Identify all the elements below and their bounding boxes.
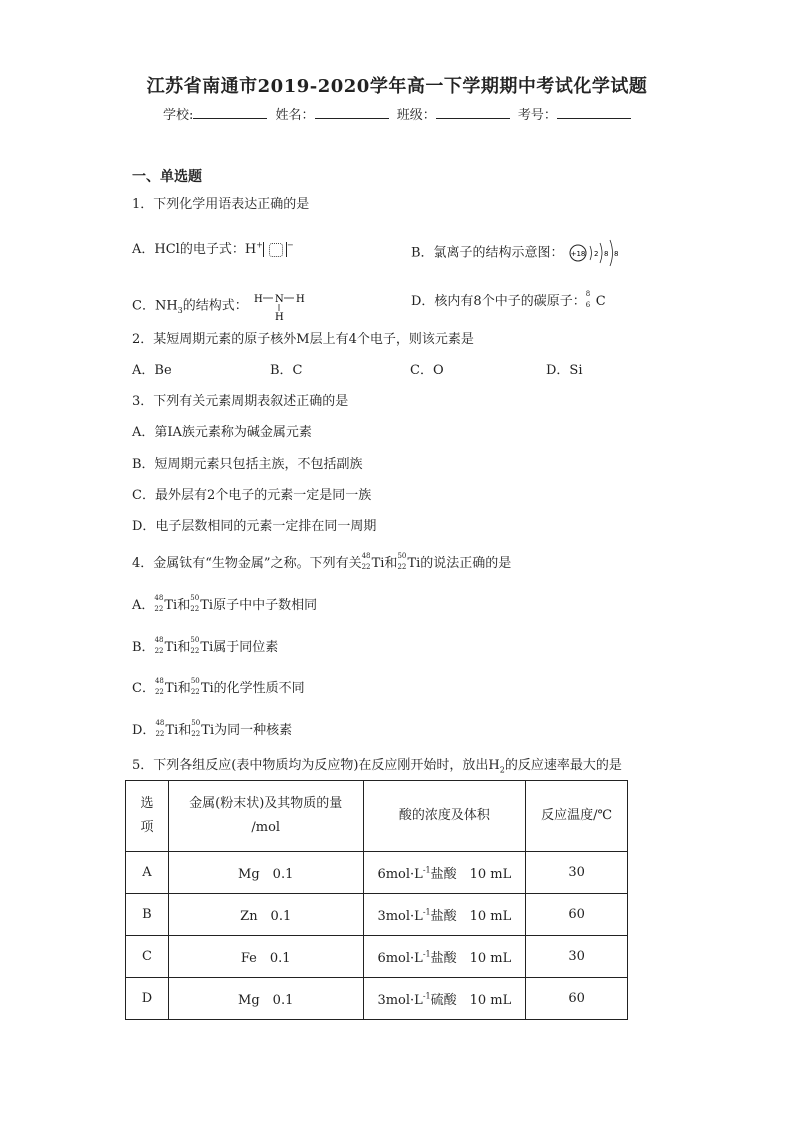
- page-title: 江苏省南通市2019-2020学年高一下学期期中考试化学试题: [146, 76, 648, 97]
- section-title: 一、单选题: [132, 169, 202, 185]
- reaction-table: [125, 780, 628, 1020]
- q5-stem: 5．下列各组反应(表中物质均为反应物)在反应刚开始时，放出$H_2$的反应速率最大的是: [132, 758, 622, 775]
- lewis-chlorine-icon: [263, 242, 287, 257]
- shell-1-label: 2: [593, 250, 599, 258]
- table-row: A Mg 0.1 $6mol\cdot L^{-1}$盐酸 10 mL 30: [126, 852, 628, 894]
- q4-option-a[interactable]: A． 48 22 Ti和 50 22 Ti原子中中子数相同: [132, 593, 318, 613]
- exam-no-label: 考号：: [517, 108, 557, 123]
- q1-option-c[interactable]: C．$NH_3$的结构式： H N H H: [132, 290, 308, 322]
- header-temperature: 反应温度/℃: [526, 781, 628, 852]
- q2-option-a[interactable]: A．Be: [132, 363, 172, 378]
- carbon-isotope-notation: 8 6: [585, 289, 591, 309]
- q3-option-b[interactable]: B．短周期元素只包括主族，不包括副族: [132, 457, 363, 472]
- q2-option-b[interactable]: B．C: [270, 363, 303, 378]
- school-blank[interactable]: [193, 106, 267, 119]
- table-row: D Mg 0.1 $3mol\cdot L^{-1}$硫酸 10 mL 60: [126, 978, 628, 1020]
- header-acid: 酸的浓度及体积: [363, 781, 526, 852]
- q4-option-b[interactable]: B． 48 22 Ti和 50 22 Ti属于同位素: [132, 635, 279, 655]
- table-row: C Fe 0.1 $6mol\cdot L^{-1}$盐酸 10 mL 30: [126, 936, 628, 978]
- exam-no-blank[interactable]: [557, 106, 631, 119]
- table-row: B Zn 0.1 $3mol\cdot L^{-1}$盐酸 10 mL 60: [126, 894, 628, 936]
- class-label: 班级：: [396, 108, 436, 123]
- q2-option-d[interactable]: D．Si: [546, 363, 583, 378]
- table-header-row: [126, 781, 628, 852]
- header-option: 选 项: [126, 781, 169, 852]
- q2-stem: 2．某短周期元素的原子核外M层上有4个电子，则该元素是: [132, 332, 474, 347]
- svg-text:N: N: [274, 294, 284, 305]
- svg-text:H: H: [295, 294, 305, 305]
- q1-option-d[interactable]: D．核内有8个中子的碳原子： 8 6 C: [411, 289, 606, 309]
- q4-stem: 4．金属钛有“生物金属”之称。下列有关 48 22 Ti和 50 22 Ti的说法正确的是: [132, 551, 512, 571]
- q1-option-a[interactable]: A．HCl的电子式：H+ −: [132, 240, 294, 257]
- shell-3-label: 8: [613, 250, 619, 258]
- q3-stem: 3．下列有关元素周期表叙述正确的是: [132, 394, 349, 409]
- q2-option-c[interactable]: C．O: [410, 363, 444, 378]
- q1-stem: 1．下列化学用语表达正确的是: [132, 197, 310, 212]
- q3-option-c[interactable]: C．最外层有2个电子的元素一定是同一族: [132, 488, 372, 503]
- nucleus-charge-label: +18: [570, 250, 586, 258]
- student-info-row: [163, 104, 635, 123]
- shell-2-label: 8: [603, 250, 609, 258]
- header-metal: 金属(粉末状)及其物质的量 /mol: [168, 781, 363, 852]
- school-label: 学校:: [163, 108, 194, 123]
- q1-option-b[interactable]: B．氯离子的结构示意图： +18 2 8 8: [411, 238, 624, 268]
- q3-option-a[interactable]: A．第ⅠA族元素称为碱金属元素: [132, 425, 312, 440]
- q4-option-c[interactable]: C． 48 22 Ti和 50 22 Ti的化学性质不同: [132, 676, 305, 696]
- chloride-ion-structure-icon: [568, 238, 624, 268]
- name-label: 姓名：: [275, 108, 315, 123]
- svg-text:H: H: [253, 294, 263, 305]
- q4-option-d[interactable]: D． 48 22 Ti和 50 22 Ti为同一种核素: [132, 718, 293, 738]
- nh3-structure-icon: [252, 290, 308, 322]
- name-blank[interactable]: [315, 106, 389, 119]
- q3-option-d[interactable]: D．电子层数相同的元素一定排在同一周期: [132, 519, 377, 534]
- svg-text:H: H: [274, 312, 284, 322]
- class-blank[interactable]: [436, 106, 510, 119]
